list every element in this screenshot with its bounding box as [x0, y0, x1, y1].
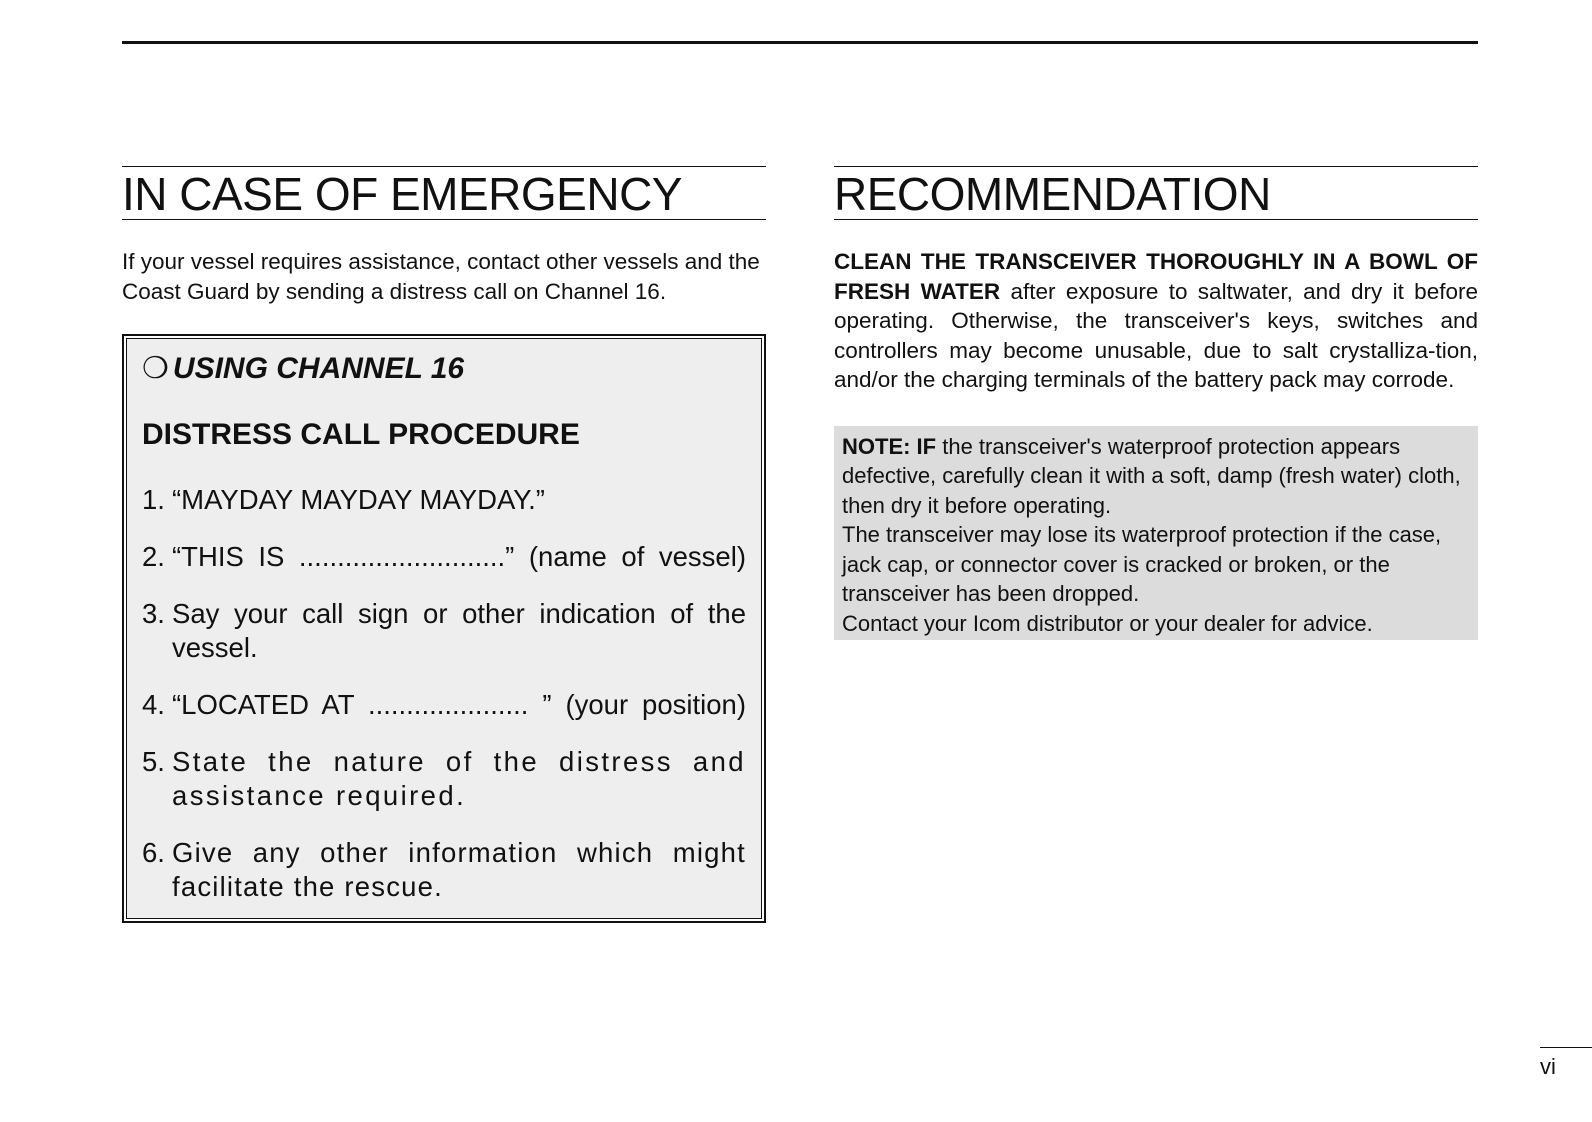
emergency-section: [122, 166, 766, 923]
procedure-step: [142, 483, 746, 517]
step-number: 6.: [142, 837, 165, 868]
step-number: 1.: [142, 484, 165, 515]
section-title-emergency: IN CASE OF EMERGENCY: [122, 166, 766, 220]
note-label: NOTE: IF: [842, 433, 937, 459]
procedure-step: [142, 836, 746, 904]
recommendation-body: [834, 247, 1478, 395]
note-line-1: [842, 432, 1470, 521]
procedure-step: [142, 745, 746, 813]
emergency-intro: If your vessel requires assistance, contact other vessels and the Coast Guard by sending a distress call on Channel 16.: [122, 249, 760, 304]
channel-16-heading-text: USING CHANNEL 16: [172, 352, 465, 385]
step-number: 2.: [142, 541, 165, 572]
recommendation-section: [834, 166, 1478, 640]
step-number: 4.: [142, 689, 165, 720]
step-number: 5.: [142, 746, 165, 777]
procedure-steps: [142, 483, 746, 904]
channel-16-heading: [142, 351, 746, 387]
note-text-1: the transceiver's waterproof protection appears defective, carefully clean it with a soft, damp (fresh water) cloth, then dry it before operating.: [842, 433, 1461, 518]
page-number-rule: [1540, 1047, 1592, 1048]
page-number: vi: [1540, 1054, 1556, 1079]
section-title-recommendation: RECOMMENDATION: [834, 166, 1478, 220]
step-text: “LOCATED AT ..................... ” (your position): [172, 689, 746, 720]
top-rule: [122, 41, 1478, 44]
step-text: “THIS IS ...........................” (name of vessel): [172, 541, 746, 572]
recommendation-text: after exposure to saltwater, and dry it before operating. Otherwise, the transceiver's keys, switches and controllers may become unusable, due to salt crystalliza-tion, and/or the charging terminals of the battery pack may corrode.: [834, 278, 1478, 392]
procedure-step: [142, 597, 746, 665]
circle-bullet-icon: ❍: [142, 352, 169, 385]
step-text: State the nature of the distress and assistance required.: [172, 746, 746, 811]
note-line-3: Contact your Icom distributor or your dealer for advice.: [842, 610, 1373, 636]
note-line-2: The transceiver may lose its waterproof protection if the case, jack cap, or connector cover is cracked or broken, or the transceiver has been dropped.: [842, 522, 1442, 606]
procedure-step: [142, 688, 746, 722]
distress-procedure-box: [122, 334, 766, 923]
step-text: Give any other information which might facilitate the rescue.: [172, 837, 746, 902]
distress-procedure-inner: [126, 338, 762, 919]
procedure-step: [142, 540, 746, 574]
recommendation-bold-lead: CLEAN THE TRANSCEIVER THOROUGHLY IN A BOWL OF FRESH WATER: [834, 249, 1478, 304]
step-text: “MAYDAY MAYDAY MAYDAY.”: [172, 484, 545, 515]
step-number: 3.: [142, 598, 165, 629]
note-box: [834, 426, 1478, 641]
procedure-title: DISTRESS CALL PROCEDURE: [142, 418, 580, 451]
step-text: Say your call sign or other indication of the vessel.: [172, 598, 746, 663]
